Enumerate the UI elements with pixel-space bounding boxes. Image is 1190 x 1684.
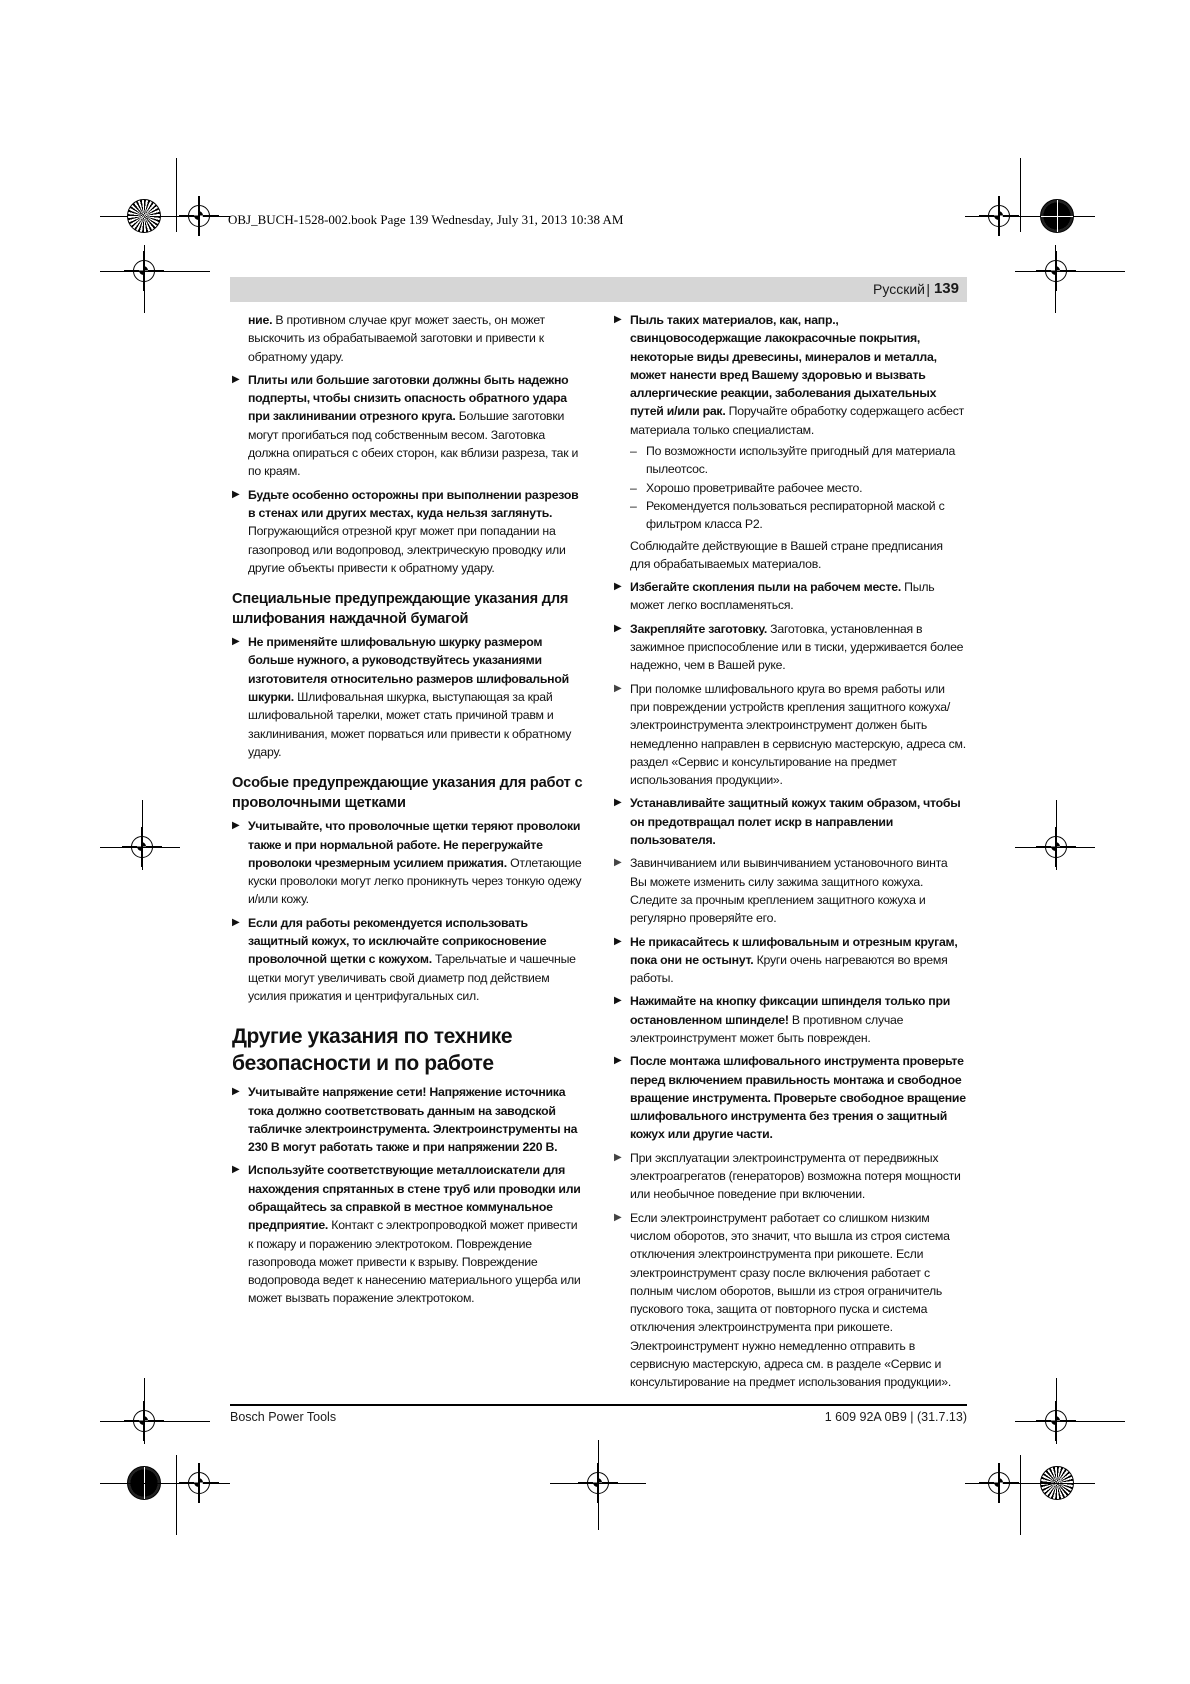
list-item: ▶ Завинчиванием или вывинчиванием установочного винта Вы можете изменить силу зажима защитного кожуха. Следите за прочным креплением защитного кожуха и регулярно проверяйте его. [614,856,948,926]
registration-target-icon [127,199,161,233]
footer-rule [230,1404,967,1406]
list-item: ▶ Не прикасайтесь к шлифовальным и отрезным кругам, пока они не остынут. Круги очень нагреваются во время работы. [614,934,958,986]
page-header [230,277,967,302]
crosshair-icon [988,205,1010,227]
list-item: ▶ После монтажа шлифовального инструмента проверьте перед включением правильность монтажа и свободное вращение инструмента. Проверьте свободное вращение шлифовального инструмента без трения о защитный кожух или другие части. [614,1054,966,1142]
continued-paragraph: ние. В противном случае круг может заесть, он может выскочить из обрабатываемой заготовки и привести к обратному удару. [248,313,545,364]
list-item: ▶ При эксплуатации электроинструмента от передвижных электроагрегатов (генераторов) возможна потеря мощности или необычное поведение при включении. [614,1150,961,1202]
list-item: ▶ Пыль таких материалов, как, напр., свинцовосодержащие лакокрасочные покрытия, некоторые виды древесины, минералов и металла, может нанести вред Вашему здоровью и вызвать аллергические реакции, заболевания дыхательных путей и/или рак. Поручайте обработку содержащего асбест материала только специалистам. [614,313,965,437]
list-item: ▶ Если электроинструмент работает со слишком низким числом оборотов, это значит, что вышла из строя система отключения электроинструмента при рикошете. Если электроинструмент сразу после включения работает с полным числом оборотов, вышли из строя ограничитель пускового тока, защита от повторного пуска и система отключения электроинструмента при рикошете. Электроинструмент нужно немедленно отправить в сервисную мастерскую, адреса см. в разделе «Сервис и консультирование на предмет использования продукции». [614,1210,952,1390]
list-item: ▶ Используйте соответствующие металлоискатели для нахождения спрятанных в стене труб или проводки или обращайтесь за справкой в местное коммунальное предприятие. Контакт с электропроводкой может привести к пожару и поражению электротоком. Повреждение газопровода может привести к взрыву. Повреждение водопровода ведет к нанесению материального ущерба или может вызвать поражение электротоком. [232,1163,581,1306]
page-number: 139 [933,280,959,297]
left-column [232,311,584,1313]
list-item: ▶ При поломке шлифовального круга во время работы или при повреждении устройств крепления защитного кожуха/электроинструмента электроинструмент должен быть немедленно направлен в сервисную мастерскую, адреса см. раздел «Сервис и консультирование на предмет использования продукции». [614,681,966,788]
list-item: ▶ Учитывайте напряжение сети! Напряжение источника тока должно соответствовать данным на заводской табличке электроинструмента. Электроинструменты на 230 В могут работать также и при напряжении 220 В. [232,1085,578,1155]
chapter-heading: Другие указания по технике безопасности и по работе [232,1025,513,1076]
list-item: ▶ Плиты или большие заготовки должны быть надежно подперты, чтобы снизить опасность обратного удара при заклинивании отрезного круга. Большие заготовки могут прогибаться под собственным весом. Заготовка должна опираться с обеих сторон, как вблизи разреза, так и по краям. [232,372,579,479]
header-separator: | [926,281,930,297]
list-item: ▶ Не применяйте шлифовальную шкурку размером больше нужного, а руководствуйтесь указаниями изготовителя относительно размеров шлифовальной шкурки. Шлифовальная шкурка, выступающая за край шлифовальной тарелки, может стать причиной травм и заклинивания, может порваться или привести к обратному удару. [232,635,572,759]
note-paragraph: Соблюдайте действующие в Вашей стране предписания для обрабатываемых материалов. [630,538,943,571]
registration-target-icon [1040,199,1074,233]
list-item: ▶ Закрепляйте заготовку. Заготовка, установленная в зажимное приспособление или в тиски, удерживается более надежно, чем в Вашей руке. [614,621,964,673]
right-column [614,311,966,1397]
dash-item: – Рекомендуется пользоваться респираторной маской с фильтром класса Р2. [630,498,945,532]
dash-item: – Хорошо проветривайте рабочее место. [630,480,863,495]
section-heading: Особые предупреждающие указания для работ с проволочными щетками [232,775,583,812]
section-heading: Специальные предупреждающие указания для шлифования наждачной бумагой [232,591,569,628]
crosshair-icon [188,205,210,227]
list-item: ▶ Устанавливайте защитный кожух таким образом, чтобы он предотвращал полет искр в направлении пользователя. [614,796,961,848]
list-item: ▶ Учитывайте, что проволочные щетки теряют проволоки также и при нормальной работе. Не перегружайте проволоки чрезмерным усилием прижатия. Отлетающие куски проволоки могут легко проникнуть через тонкую одежу и/или кожу. [232,819,582,907]
header-language: Русский [873,281,925,297]
list-item: ▶ Если для работы рекомендуется использовать защитный кожух, то исключайте соприкосновение проволочной щетки с кожухом. Тарельчатые и чашечные щетки могут увеличивать свой диаметр под действием усилия прижатия и центрифугальных сил. [232,915,576,1003]
footer-doc-id: 1 609 92A 0B9 | (31.7.13) [824,1410,967,1424]
crosshair-icon [188,1472,210,1494]
dash-item: – По возможности используйте пригодный для материала пылеотсос. [630,444,956,477]
list-item: ▶ Нажимайте на кнопку фиксации шпинделя только при остановленном шпинделе! В противном случае электроинструмент может быть поврежден. [614,994,951,1045]
print-slug: OBJ_BUCH-1528-002.book Page 139 Wednesday, July 31, 2013 10:38 AM [228,212,624,227]
crosshair-icon [988,1472,1010,1494]
list-item: ▶ Избегайте скопления пыли на рабочем месте. Пыль может легко воспламеняться. [614,580,935,613]
footer-brand: Bosch Power Tools [230,1410,337,1424]
list-item: ▶ Будьте особенно осторожны при выполнении разрезов в стенах или других местах, куда нельзя заглянуть. Погружающийся отрезной круг может при попадании на газопровод или водопровод, электрическую проводку или другие объекты привести к обратному удару. [232,487,579,575]
